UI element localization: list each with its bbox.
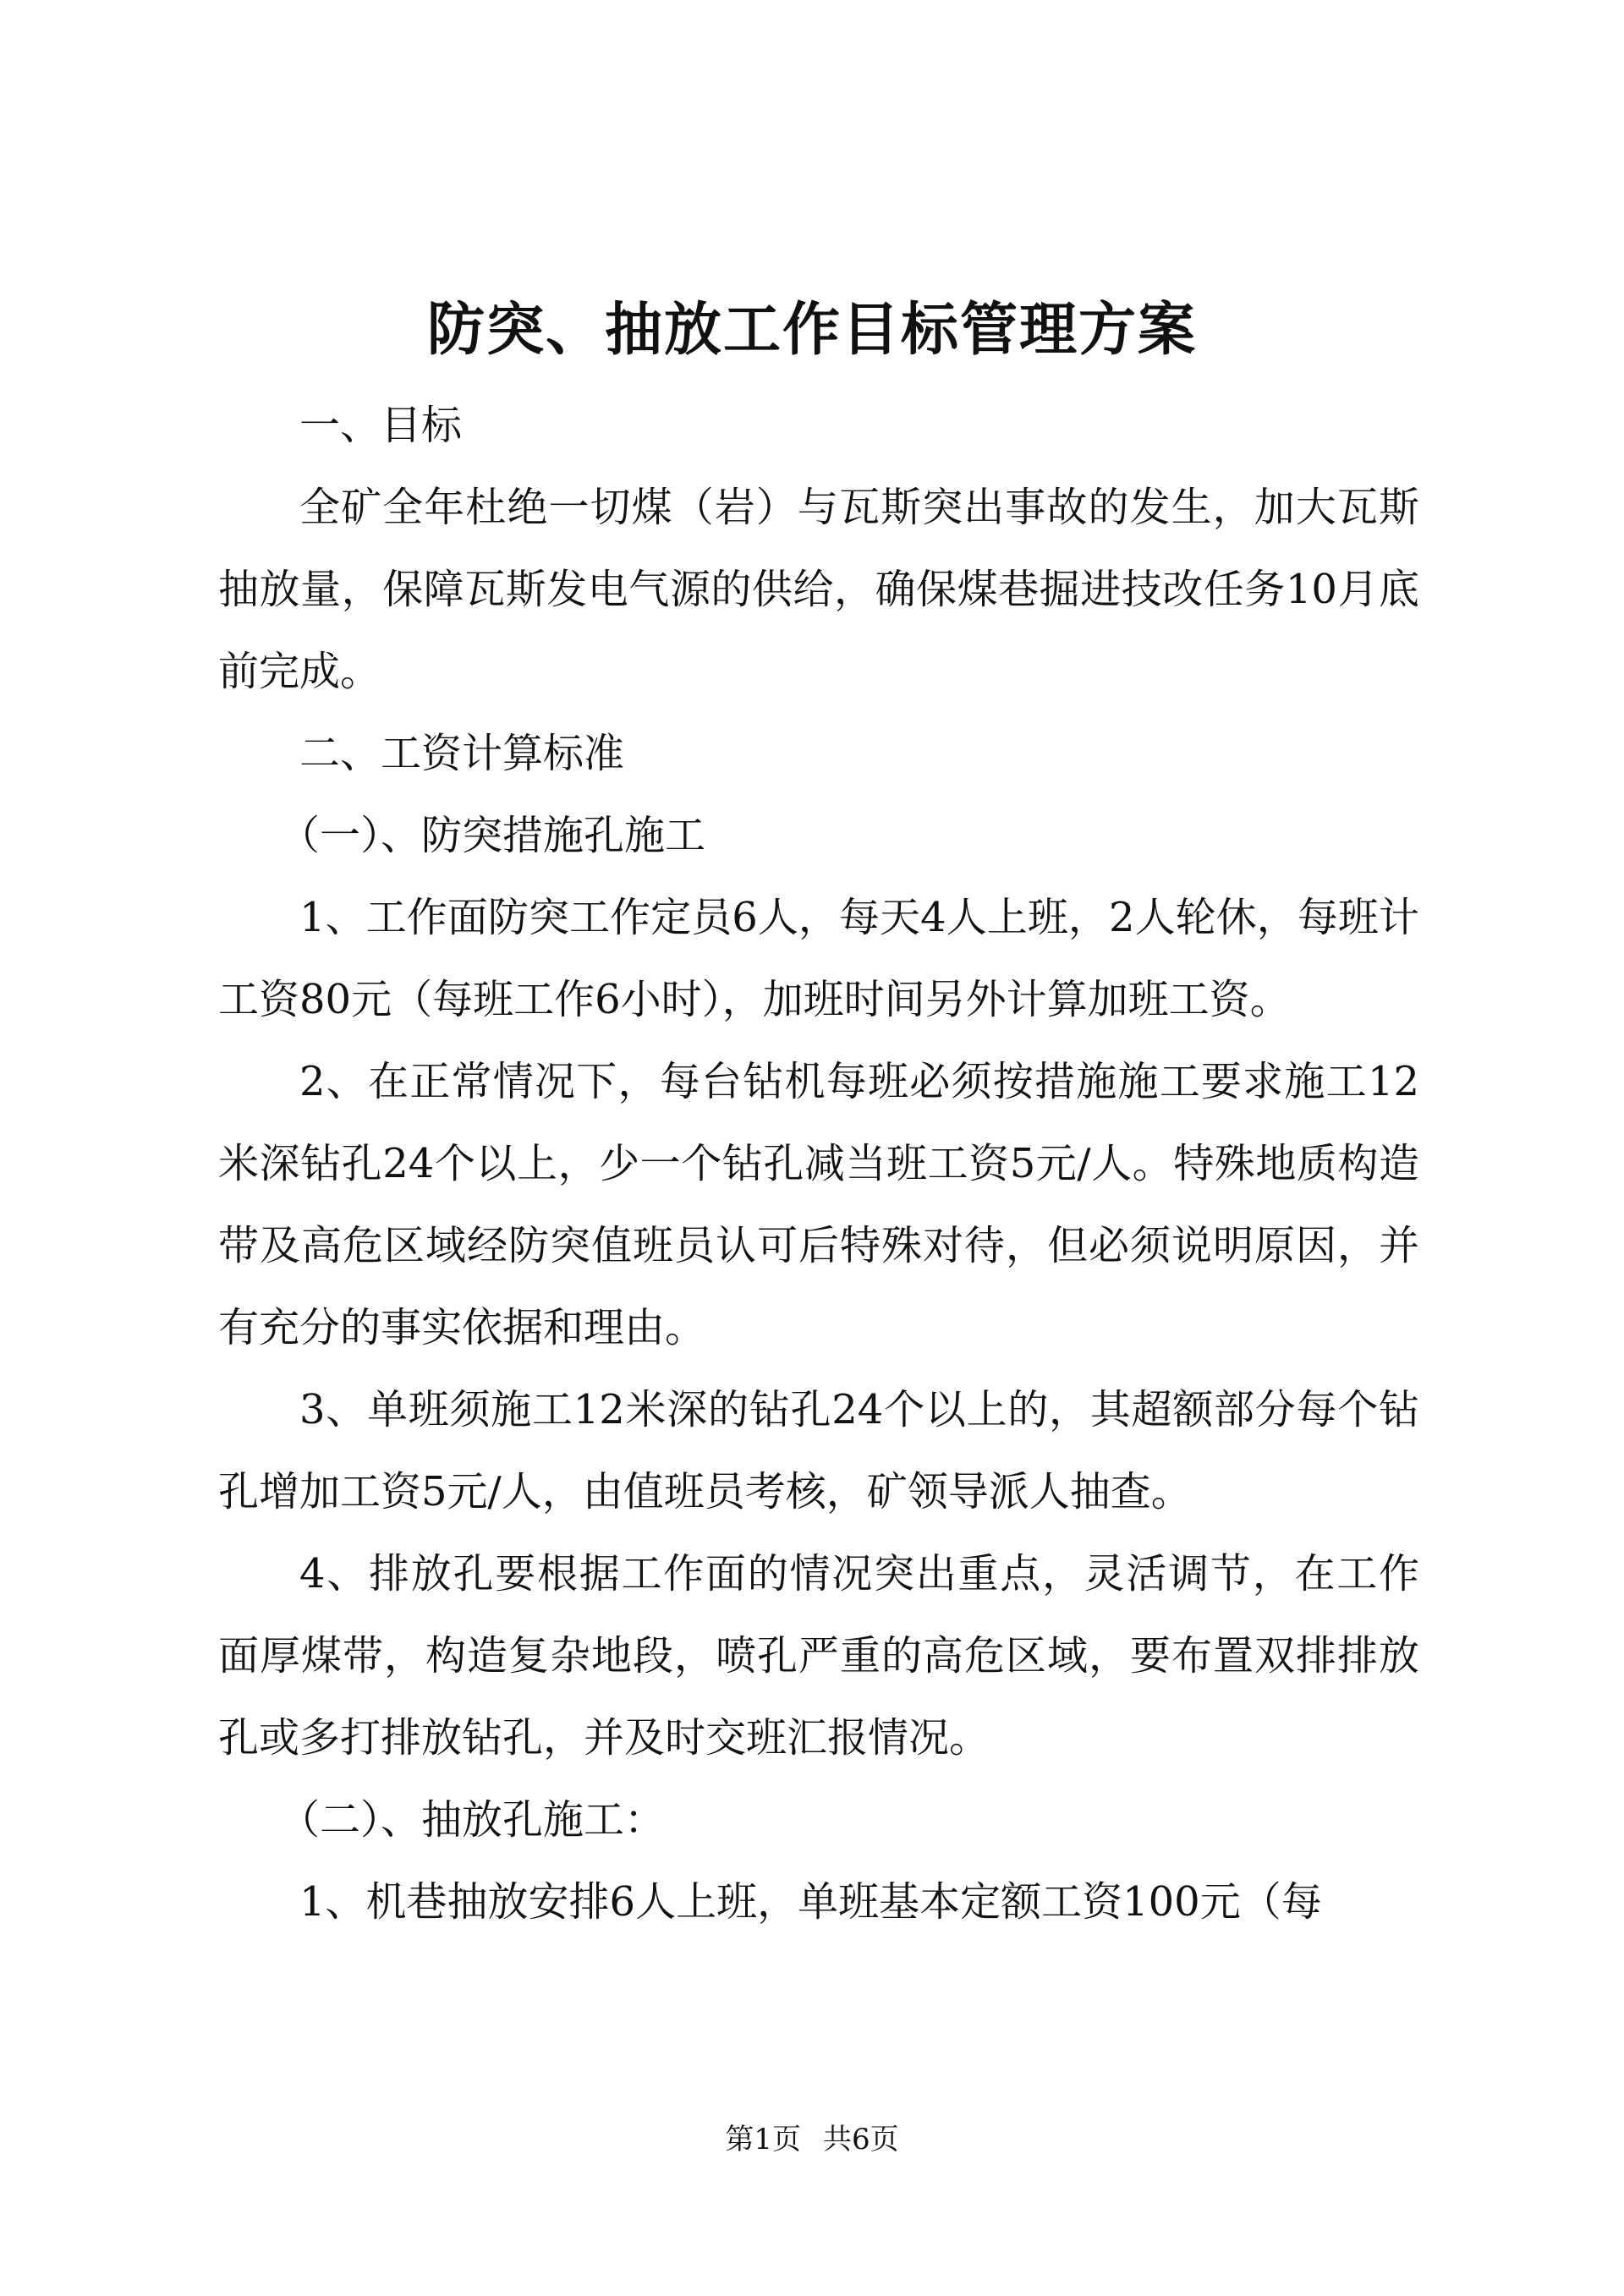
document-title: 防突、抽放工作目标管理方案	[426, 296, 1197, 364]
paragraph-drainage-item-1: 1、机巷抽放安排6人上班，单班基本定额工资100元（每	[299, 1878, 1322, 1926]
document-body	[218, 385, 1419, 1943]
paragraph-goal: 全矿全年杜绝一切煤（岩）与瓦斯突出事故的发生，加大瓦斯抽放量，保障瓦斯发电气源的供给，确保煤巷掘进技改任务10月底前完成。	[218, 484, 1419, 695]
page-total: 共6页	[823, 2123, 899, 2156]
paragraph-item-3: 3、单班须施工12米深的钻孔24个以上的，其超额部分每个钻孔增加工资5元/人，由值班员考核，矿领导派人抽查。	[218, 1386, 1419, 1515]
subsection-heading-prevention-holes: （一）、防突措施孔施工	[279, 812, 706, 859]
subsection-heading-drainage-holes: （二）、抽放孔施工：	[279, 1796, 666, 1844]
page-number: 第1页	[725, 2123, 801, 2156]
paragraph-item-4: 4、排放孔要根据工作面的情况突出重点，灵活调节，在工作面厚煤带，构造复杂地段，喷孔严重的高危区域，要布置双排排放孔或多打排放钻孔，并及时交班汇报情况。	[218, 1550, 1419, 1762]
page-footer	[0, 2118, 1624, 2161]
section-heading-goal: 一、目标	[299, 402, 463, 449]
paragraph-item-1: 1、工作面防突工作定员6人，每天4人上班，2人轮休，每班计工资80元（每班工作6小时），加班时间另外计算加班工资。	[218, 894, 1419, 1023]
paragraph-item-2: 2、在正常情况下，每台钻机每班必须按措施施工要求施工12米深钻孔24个以上，少一个钻孔减当班工资5元/人。特殊地质构造带及高危区域经防突值班员认可后特殊对待，但必须说明原因，并有充分的事实依据和理由。	[218, 1058, 1419, 1351]
section-heading-wage-standard: 二、工资计算标准	[299, 730, 625, 777]
